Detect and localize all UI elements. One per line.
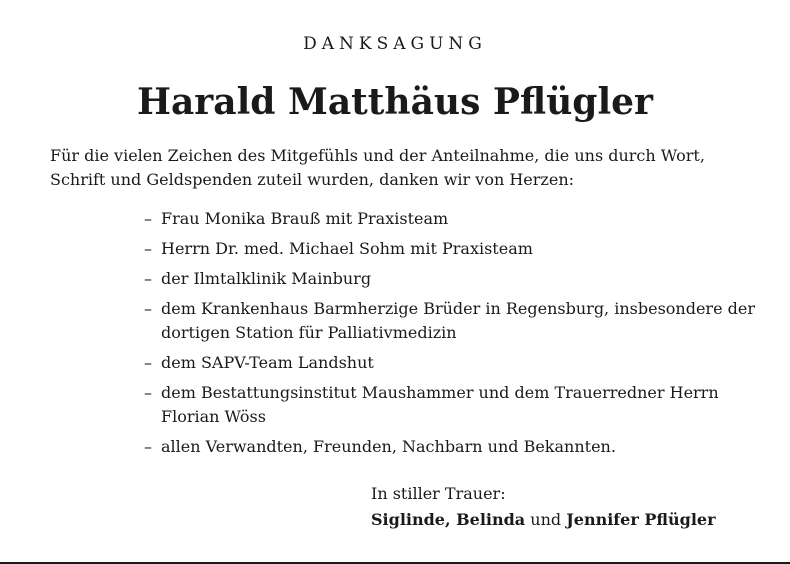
thanks-item: [144, 381, 764, 429]
dash-marker: –: [144, 209, 152, 228]
thanks-item: [144, 297, 764, 345]
thanks-item: [144, 435, 764, 459]
signer-connector: und: [525, 510, 567, 529]
dash-marker: –: [144, 239, 152, 258]
thanks-item-text: der Ilmtalklinik Mainburg: [161, 269, 372, 288]
signers: [371, 508, 716, 532]
thanks-item-text: allen Verwandten, Freunden, Nachbarn und Bekannten.: [161, 437, 616, 456]
thanks-item-text: Frau Monika Brauß mit Praxisteam: [161, 209, 449, 228]
dash-marker: –: [144, 269, 152, 288]
thanks-item-text: dem Krankenhaus Barmherzige Brüder in Regensburg, insbesondere der dortigen Station für Palliativmedizin: [161, 299, 755, 342]
signer-names-first: Siglinde, Belinda: [371, 510, 526, 529]
dash-marker: –: [144, 353, 152, 372]
intro-paragraph: Für die vielen Zeichen des Mitgefühls und der Anteilnahme, die uns durch Wort, Schrift und Geldspenden zuteil wurden, danken wir von Herzen:: [50, 146, 705, 189]
signer-names-last: Jennifer Pflügler: [566, 510, 716, 529]
thanks-item: [144, 267, 764, 291]
notice-heading: DANKSAGUNG: [303, 34, 487, 54]
thanks-item-text: dem SAPV-Team Landshut: [161, 353, 374, 372]
dash-marker: –: [144, 437, 152, 456]
dash-marker: –: [144, 383, 152, 402]
closing-line: In stiller Trauer:: [371, 484, 506, 503]
deceased-name: Harald Matthäus Pflügler: [136, 81, 654, 123]
dash-marker: –: [144, 299, 152, 318]
thanks-list: [144, 207, 764, 465]
thanks-item: [144, 237, 764, 261]
thanks-item-text: Herrn Dr. med. Michael Sohm mit Praxisteam: [161, 239, 533, 258]
thanks-item-text: dem Bestattungsinstitut Maushammer und dem Trauerredner Herrn Florian Wöss: [161, 383, 719, 426]
thanks-item: [144, 207, 764, 231]
thanks-item: [144, 351, 764, 375]
closing-block: [371, 482, 716, 532]
